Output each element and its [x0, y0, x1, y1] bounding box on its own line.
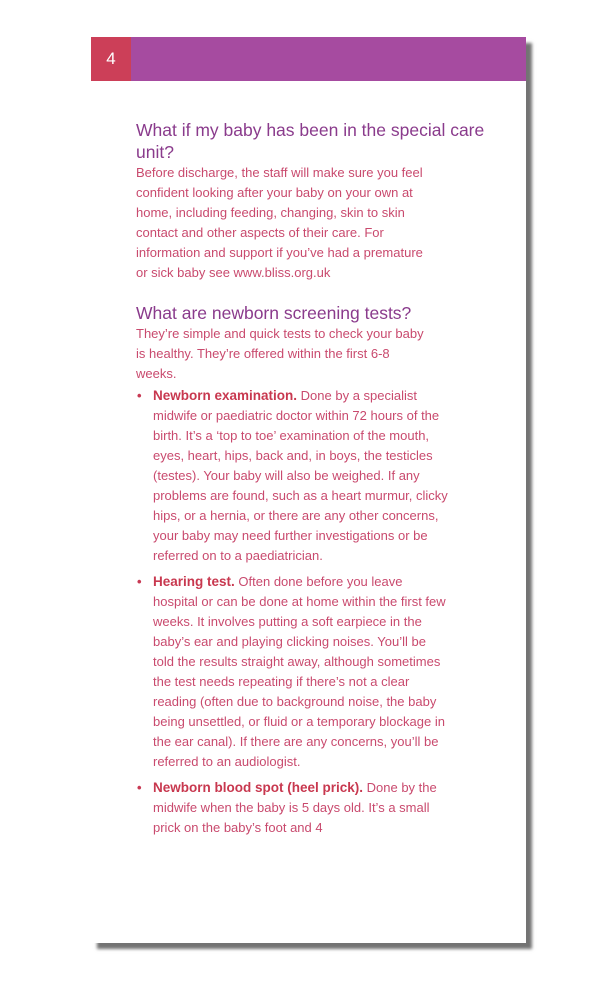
item-title: Hearing test. — [153, 574, 235, 589]
section-body-screening: They’re simple and quick tests to check your baby is healthy. They’re offered within the first 6-8 weeks. — [136, 326, 424, 381]
bullet-icon: • — [137, 574, 142, 589]
section-heading-special-care: What if my baby has been in the special care unit? — [136, 120, 485, 162]
bullet-icon: • — [137, 388, 142, 403]
header-band — [91, 37, 526, 81]
section-heading-screening: What are newborn screening tests? — [136, 303, 412, 323]
screening-test-list — [136, 386, 511, 838]
page-content — [136, 119, 511, 857]
bullet-icon: • — [137, 780, 142, 795]
item-text: Done by a specialist midwife or paediatric doctor within 72 hours of the birth. It’s a ‘top to toe’ examination of the mouth, eyes, heart, hips, back and, in boys, the testicles (testes). Your baby will also be weighed. If any problems are found, such as a heart murmur, clicky hips, or a hernia, or there are any other concerns, your baby may need further investigations or be referred on to a paediatrician. — [153, 388, 448, 563]
item-text: Done by the midwife when the baby is 5 days old. It’s a small prick on the baby’s foot and 4 — [153, 780, 437, 835]
item-title: Newborn examination. — [153, 388, 298, 403]
list-item-newborn-examination — [136, 386, 448, 566]
item-title: Newborn blood spot (heel prick). — [153, 780, 364, 795]
item-text: Often done before you leave hospital or can be done at home within the first few weeks. It involves putting a soft earpiece in the baby’s ear and playing clicking noises. You’ll be told the results straight away, although sometimes the test needs repeating if there’s not a clear reading (often due to background noise, the baby being unsettled, or fluid or a temporary blockage in the ear canal). If there are any concerns, you’ll be referred to an audiologist. — [153, 574, 446, 769]
section-screening-tests — [136, 302, 511, 838]
section-special-care — [136, 119, 511, 283]
page-number: 4 — [91, 37, 131, 81]
list-item-blood-spot — [136, 778, 448, 838]
leaflet-page — [91, 37, 526, 943]
list-item-hearing-test — [136, 572, 448, 772]
section-body-special-care: Before discharge, the staff will make sure you feel confident looking after your baby on your own at home, including feeding, changing, skin to skin contact and other aspects of their care. For information and support if you’ve had a premature or sick baby see www.bliss.org.uk — [136, 165, 423, 280]
